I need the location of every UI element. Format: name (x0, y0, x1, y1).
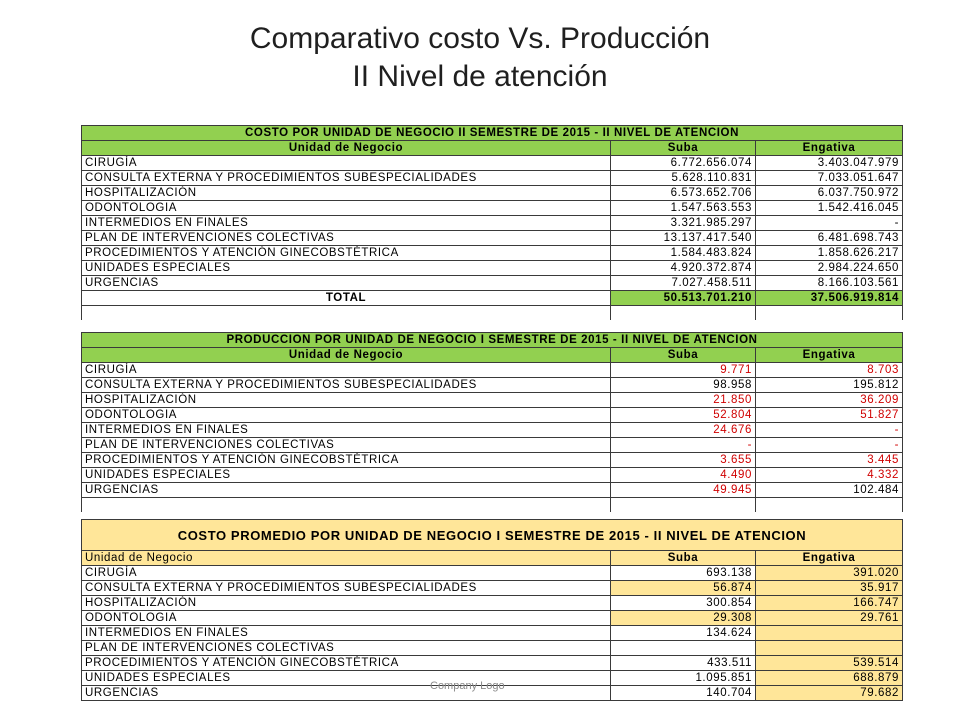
unit-cell: INTERMEDIOS EN FINALES (82, 423, 611, 438)
promedio-table (81, 519, 903, 701)
suba-cell: 1.584.483.824 (611, 246, 756, 261)
unit-cell: ODONTOLOGIA (82, 201, 611, 216)
table-row (82, 626, 903, 641)
total-row (82, 291, 903, 306)
engativa-cell: 79.682 (756, 686, 903, 701)
unit-cell: PLAN DE INTERVENCIONES COLECTIVAS (82, 641, 611, 656)
promedio-table-title: COSTO PROMEDIO POR UNIDAD DE NEGOCIO I SEMESTRE DE 2015 - II NIVEL DE ATENCION (82, 520, 903, 551)
unit-cell: URGENCIAS (82, 686, 611, 701)
engativa-cell: 102.484 (756, 483, 903, 498)
suba-cell: 433.511 (611, 656, 756, 671)
unit-cell: UNIDADES ESPECIALES (82, 468, 611, 483)
suba-cell: 1.095.851 (611, 671, 756, 686)
unit-cell: HOSPITALIZACIÓN (82, 186, 611, 201)
table-row (82, 581, 903, 596)
engativa-cell: 3.445 (756, 453, 903, 468)
engativa-cell: 7.033.051.647 (756, 171, 903, 186)
engativa-cell: 29.761 (756, 611, 903, 626)
suba-cell: 24.676 (611, 423, 756, 438)
produccion-col-unit: Unidad de Negocio (82, 348, 611, 363)
unit-cell: CONSULTA EXTERNA Y PROCEDIMIENTOS SUBESPECIALIDADES (82, 171, 611, 186)
table-row (82, 276, 903, 291)
engativa-cell (756, 641, 903, 656)
costo-col-unit: Unidad de Negocio (82, 141, 611, 156)
engativa-cell: 166.747 (756, 596, 903, 611)
produccion-table (81, 332, 903, 512)
unit-cell: UNIDADES ESPECIALES (82, 261, 611, 276)
costo-col-suba: Suba (611, 141, 756, 156)
unit-cell: CIRUGÍA (82, 363, 611, 378)
slide-title-line2: II Nivel de atención (352, 60, 608, 93)
unit-cell: PROCEDIMIENTOS Y ATENCIÓN GINECOBSTÉTRICA (82, 656, 611, 671)
table-row (82, 453, 903, 468)
suba-cell: 134.624 (611, 626, 756, 641)
engativa-cell: 36.209 (756, 393, 903, 408)
engativa-cell: 6.037.750.972 (756, 186, 903, 201)
suba-cell: 56.874 (611, 581, 756, 596)
suba-cell: 13.137.417.540 (611, 231, 756, 246)
promedio-col-engativa: Engativa (756, 551, 903, 566)
company-logo: Company Logo (430, 680, 505, 692)
suba-cell: 49.945 (611, 483, 756, 498)
engativa-cell: 4.332 (756, 468, 903, 483)
table-row (82, 261, 903, 276)
unit-cell: ODONTOLOGIA (82, 611, 611, 626)
engativa-cell: 539.514 (756, 656, 903, 671)
table-row (82, 246, 903, 261)
table-row (82, 611, 903, 626)
unit-cell: ODONTOLOGIA (82, 408, 611, 423)
unit-cell: HOSPITALIZACIÓN (82, 596, 611, 611)
suba-cell: 4.920.372.874 (611, 261, 756, 276)
engativa-cell: - (756, 438, 903, 453)
suba-cell: 3.655 (611, 453, 756, 468)
suba-cell: 693.138 (611, 566, 756, 581)
unit-cell: PLAN DE INTERVENCIONES COLECTIVAS (82, 438, 611, 453)
slide-title (0, 20, 960, 96)
engativa-cell: - (756, 216, 903, 231)
suba-cell: 9.771 (611, 363, 756, 378)
suba-cell: 7.027.458.511 (611, 276, 756, 291)
table-row (82, 216, 903, 231)
engativa-cell: 1.858.626.217 (756, 246, 903, 261)
table-row (82, 156, 903, 171)
suba-cell: 6.772.656.074 (611, 156, 756, 171)
unit-cell: UNIDADES ESPECIALES (82, 671, 611, 686)
costo-col-engativa: Engativa (756, 141, 903, 156)
total-engativa: 37.506.919.814 (756, 291, 903, 306)
suba-cell: 1.547.563.553 (611, 201, 756, 216)
produccion-col-suba: Suba (611, 348, 756, 363)
costo-table-title: COSTO POR UNIDAD DE NEGOCIO II SEMESTRE DE 2015 - II NIVEL DE ATENCION (82, 126, 903, 141)
suba-cell: 4.490 (611, 468, 756, 483)
table-row (82, 483, 903, 498)
engativa-cell: - (756, 423, 903, 438)
unit-cell: CIRUGÍA (82, 566, 611, 581)
unit-cell: PROCEDIMIENTOS Y ATENCIÓN GINECOBSTÉTRICA (82, 453, 611, 468)
slide-title-line1: Comparativo costo Vs. Producción (249, 22, 711, 55)
engativa-cell: 8.166.103.561 (756, 276, 903, 291)
suba-cell: 5.628.110.831 (611, 171, 756, 186)
unit-cell: PROCEDIMIENTOS Y ATENCIÓN GINECOBSTÉTRICA (82, 246, 611, 261)
suba-cell: 21.850 (611, 393, 756, 408)
produccion-col-engativa: Engativa (756, 348, 903, 363)
total-suba: 50.513.701.210 (611, 291, 756, 306)
engativa-cell: 51.827 (756, 408, 903, 423)
unit-cell: CIRUGÍA (82, 156, 611, 171)
suba-cell: 6.573.652.706 (611, 186, 756, 201)
table-row (82, 641, 903, 656)
unit-cell: URGENCIAS (82, 483, 611, 498)
table-row (82, 438, 903, 453)
table-row (82, 171, 903, 186)
table-row (82, 363, 903, 378)
table-row (82, 231, 903, 246)
table-row (82, 201, 903, 216)
engativa-cell: 6.481.698.743 (756, 231, 903, 246)
engativa-cell: 391.020 (756, 566, 903, 581)
table-row (82, 596, 903, 611)
produccion-table-title: PRODUCCION POR UNIDAD DE NEGOCIO I SEMESTRE DE 2015 - II NIVEL DE ATENCION (82, 333, 903, 348)
table-row (82, 393, 903, 408)
suba-cell: 52.804 (611, 408, 756, 423)
table-row (82, 423, 903, 438)
unit-cell: URGENCIAS (82, 276, 611, 291)
engativa-cell: 35.917 (756, 581, 903, 596)
engativa-cell (756, 626, 903, 641)
engativa-cell: 3.403.047.979 (756, 156, 903, 171)
unit-cell: CONSULTA EXTERNA Y PROCEDIMIENTOS SUBESPECIALIDADES (82, 378, 611, 393)
costo-table (81, 125, 903, 320)
engativa-cell: 688.879 (756, 671, 903, 686)
promedio-col-unit: Unidad de Negocio (82, 551, 611, 566)
engativa-cell: 195.812 (756, 378, 903, 393)
promedio-col-suba: Suba (611, 551, 756, 566)
suba-cell: 98.958 (611, 378, 756, 393)
table-row (82, 468, 903, 483)
table-row (82, 378, 903, 393)
suba-cell: 140.704 (611, 686, 756, 701)
engativa-cell: 1.542.416.045 (756, 201, 903, 216)
table-row (82, 186, 903, 201)
unit-cell: CONSULTA EXTERNA Y PROCEDIMIENTOS SUBESPECIALIDADES (82, 581, 611, 596)
engativa-cell: 2.984.224.650 (756, 261, 903, 276)
table-row (82, 656, 903, 671)
engativa-cell: 8.703 (756, 363, 903, 378)
unit-cell: INTERMEDIOS EN FINALES (82, 216, 611, 231)
suba-cell: 29.308 (611, 611, 756, 626)
suba-cell: 300.854 (611, 596, 756, 611)
table-row (82, 566, 903, 581)
unit-cell: INTERMEDIOS EN FINALES (82, 626, 611, 641)
suba-cell: 3.321.985.297 (611, 216, 756, 231)
suba-cell: - (611, 438, 756, 453)
unit-cell: HOSPITALIZACIÓN (82, 393, 611, 408)
total-label: TOTAL (82, 291, 611, 306)
table-row (82, 408, 903, 423)
suba-cell (611, 641, 756, 656)
unit-cell: PLAN DE INTERVENCIONES COLECTIVAS (82, 231, 611, 246)
